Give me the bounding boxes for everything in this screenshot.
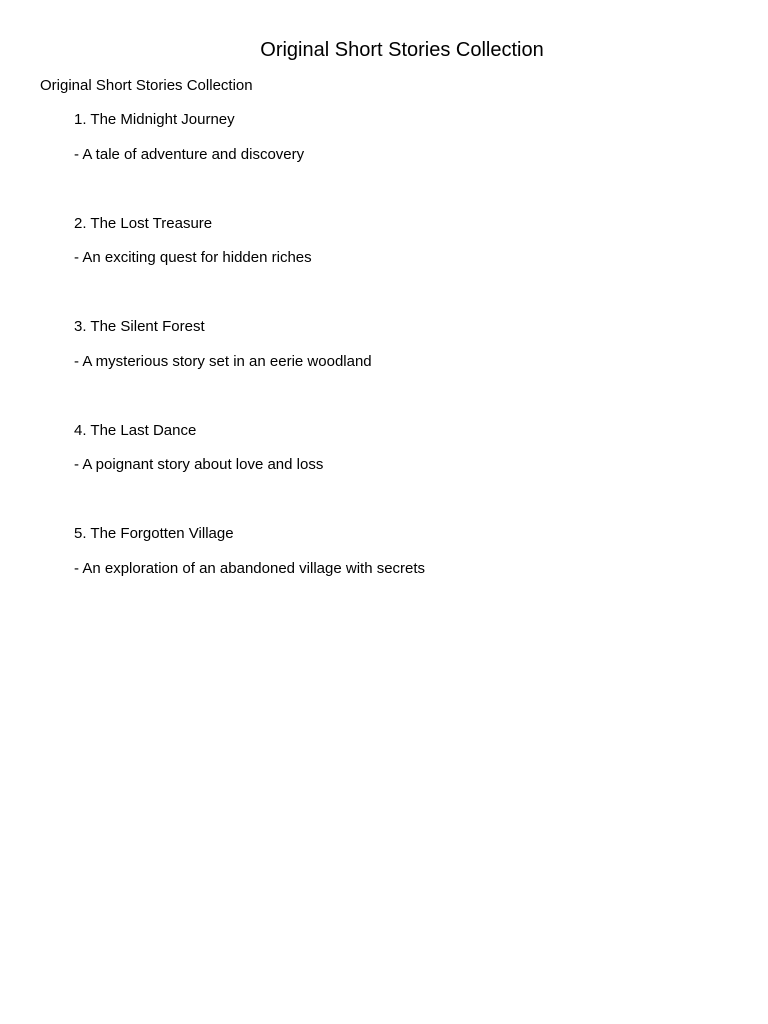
story-title: 1. The Midnight Journey bbox=[74, 111, 235, 128]
story-item bbox=[74, 317, 425, 421]
story-description: - A mysterious story set in an eerie woodland bbox=[74, 352, 372, 370]
story-list bbox=[74, 110, 425, 628]
story-description: - A poignant story about love and loss bbox=[74, 456, 324, 473]
story-item bbox=[74, 524, 425, 628]
story-description: - An exciting quest for hidden riches bbox=[74, 249, 312, 266]
page-title: Original Short Stories Collection bbox=[260, 39, 544, 61]
collection-heading: Original Short Stories Collection bbox=[40, 77, 253, 94]
story-description: - A tale of adventure and discovery bbox=[74, 145, 305, 163]
story-item bbox=[74, 214, 425, 318]
story-description: - An exploration of an abandoned village with secrets bbox=[74, 559, 426, 577]
story-item bbox=[74, 421, 425, 525]
story-title: 2. The Lost Treasure bbox=[74, 214, 213, 232]
story-item bbox=[74, 110, 425, 214]
story-title: 4. The Last Dance bbox=[74, 421, 197, 439]
story-title: 3. The Silent Forest bbox=[74, 318, 205, 335]
story-title: 5. The Forgotten Village bbox=[74, 525, 234, 542]
